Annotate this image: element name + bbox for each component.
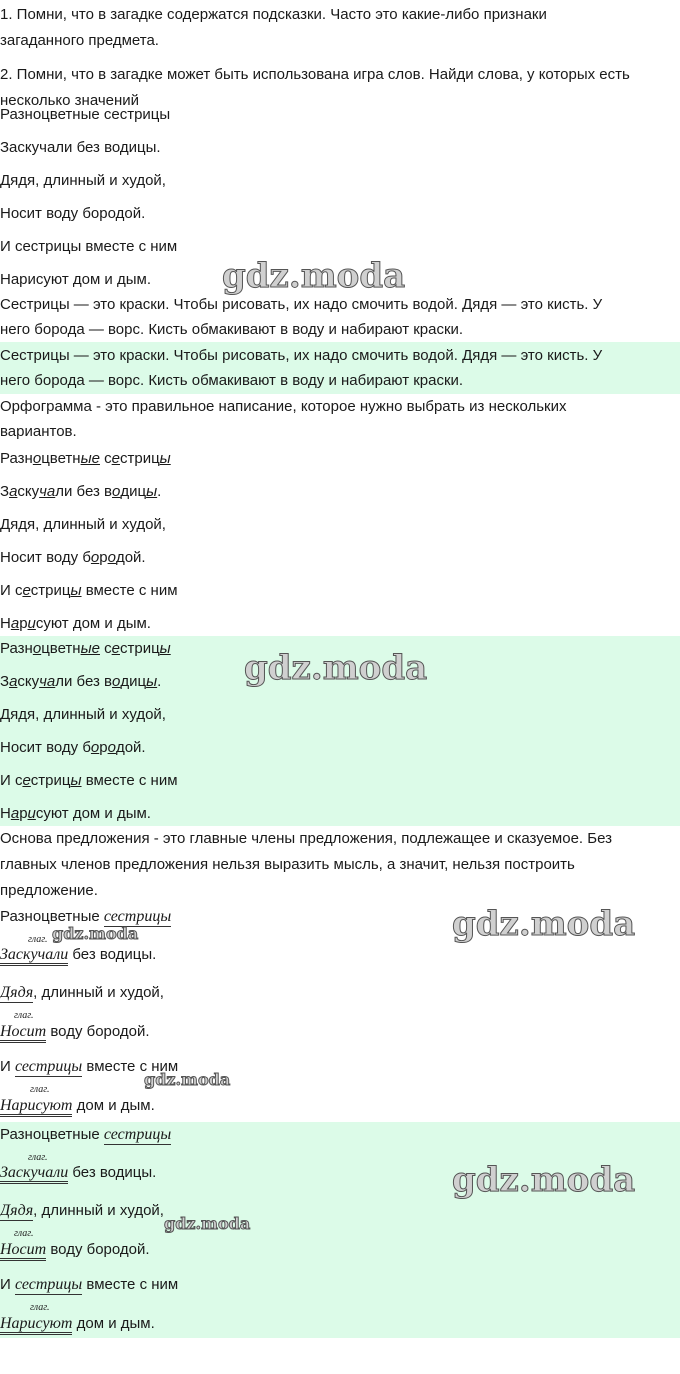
orthogram-riddle-block xyxy=(0,446,680,636)
watermark: gdz.moda xyxy=(452,1160,636,1200)
answer-line: Сестрицы — это краски. Чтобы рисовать, их надо смочить водой. Дядя — это кисть. У xyxy=(0,347,603,364)
watermark: gdz.moda xyxy=(52,924,139,943)
riddle-line: Заскучали без водицы. xyxy=(0,1160,156,1186)
answer-line: него борода — ворс. Кисть обмакивают в воду и набирают краски. xyxy=(0,372,464,389)
riddle-line: Дядя, длинный и худой, xyxy=(0,516,166,533)
answer-line: Сестрицы — это краски. Чтобы рисовать, их надо смочить водой. Дядя — это кисть. У xyxy=(0,296,603,313)
basis-riddle-block xyxy=(0,904,680,1122)
tip-line: загаданного предмета. xyxy=(0,32,159,49)
subject: сестрицы xyxy=(103,908,172,925)
riddle-line: И сестрицы вместе с ним xyxy=(0,1276,179,1293)
predicate: Носит xyxy=(0,1023,46,1043)
watermark: gdz.moda xyxy=(164,1214,251,1233)
riddle-line: Заскучали без водицы. xyxy=(0,942,156,968)
answer-block xyxy=(0,292,680,342)
watermark: gdz.moda xyxy=(452,904,636,944)
watermark: gdz.moda xyxy=(144,1070,231,1089)
riddle-line: Разноцветные сестрицы xyxy=(0,450,171,467)
basis-highlight-block xyxy=(0,1122,680,1338)
riddle-line: Дядя, длинный и худой, xyxy=(0,172,166,189)
subject: Дядя xyxy=(0,1202,34,1219)
basis-definition xyxy=(0,826,680,904)
riddle-line: Дядя, длинный и худой, xyxy=(0,706,166,723)
riddle-line: Носит воду бородой. xyxy=(0,549,146,566)
riddle-line: Носит воду бородой. xyxy=(0,739,146,756)
riddle-line: Дядя, длинный и худой, xyxy=(0,984,164,1001)
verb-label: глаг. xyxy=(30,1084,50,1095)
tip-line: 1. Помни, что в загадке содержатся подсказки. Часто это какие-либо признаки xyxy=(0,6,547,23)
riddle-line: Дядя, длинный и худой, xyxy=(0,1202,164,1219)
riddle-line: Нарисуют дом и дым. xyxy=(0,1311,155,1337)
tip-line: 2. Помни, что в загадке может быть использована игра слов. Найди слова, у которых есть xyxy=(0,66,630,83)
orthogram-definition xyxy=(0,394,680,444)
riddle-line: Носит воду бородой. xyxy=(0,1019,150,1045)
predicate: Заскучали xyxy=(0,1164,68,1184)
answer-highlight-block xyxy=(0,342,680,394)
verb-label: глаг. xyxy=(30,1302,50,1313)
subject: сестрицы xyxy=(14,1276,83,1293)
riddle-line: Нарисуют дом и дым. xyxy=(0,271,151,288)
definition-line: главных членов предложения нельзя выразить мысль, а значит, нельзя построить xyxy=(0,856,575,873)
riddle-line: Нарисуют дом и дым. xyxy=(0,805,151,822)
predicate: Нарисуют xyxy=(0,1097,72,1117)
riddle-line: Заскучали без водицы. xyxy=(0,673,162,690)
definition-line: предложение. xyxy=(0,882,98,899)
riddle-line: Носит воду бородой. xyxy=(0,205,146,222)
subject: Дядя xyxy=(0,984,34,1001)
orthogram-highlight-block xyxy=(0,636,680,826)
riddle-line: И сестрицы вместе с ним xyxy=(0,238,178,255)
riddle-line: Нарисуют дом и дым. xyxy=(0,1093,155,1119)
tips-block xyxy=(0,0,680,109)
subject: сестрицы xyxy=(103,1126,172,1143)
predicate: Заскучали xyxy=(0,946,68,966)
predicate: Нарисуют xyxy=(0,1315,72,1335)
riddle-line: Разноцветные сестрицы xyxy=(0,1126,172,1143)
verb-label: глаг. xyxy=(28,934,48,945)
riddle-line: Разноцветные сестрицы xyxy=(0,640,171,657)
verb-label: глаг. xyxy=(14,1228,34,1239)
definition-line: Основа предложения - это главные члены предложения, подлежащее и сказуемое. Без xyxy=(0,830,612,847)
riddle-line: И сестрицы вместе с ним xyxy=(0,1058,179,1075)
riddle-line: Заскучали без водицы. xyxy=(0,483,162,500)
riddle-line: Разноцветные сестрицы xyxy=(0,106,171,123)
verb-label: глаг. xyxy=(14,1010,34,1021)
riddle-line: Носит воду бородой. xyxy=(0,1237,150,1263)
predicate: Носит xyxy=(0,1241,46,1261)
tip-line: несколько значений xyxy=(0,92,140,109)
riddle-block xyxy=(0,100,680,296)
answer-line: него борода — ворс. Кисть обмакивают в воду и набирают краски. xyxy=(0,321,464,338)
watermark: gdz.moda xyxy=(244,648,428,688)
riddle-line: И сестрицы вместе с ним xyxy=(0,582,178,599)
definition-line: Орфограмма - это правильное написание, которое нужно выбрать из нескольких xyxy=(0,398,567,415)
riddle-line: Разноцветные сестрицы xyxy=(0,908,172,925)
riddle-line: И сестрицы вместе с ним xyxy=(0,772,178,789)
watermark: gdz.moda xyxy=(222,256,406,296)
subject: сестрицы xyxy=(14,1058,83,1075)
verb-label: глаг. xyxy=(28,1152,48,1163)
riddle-line: Нарисуют дом и дым. xyxy=(0,615,151,632)
riddle-line: Заскучали без водицы. xyxy=(0,139,161,156)
definition-line: вариантов. xyxy=(0,423,77,440)
